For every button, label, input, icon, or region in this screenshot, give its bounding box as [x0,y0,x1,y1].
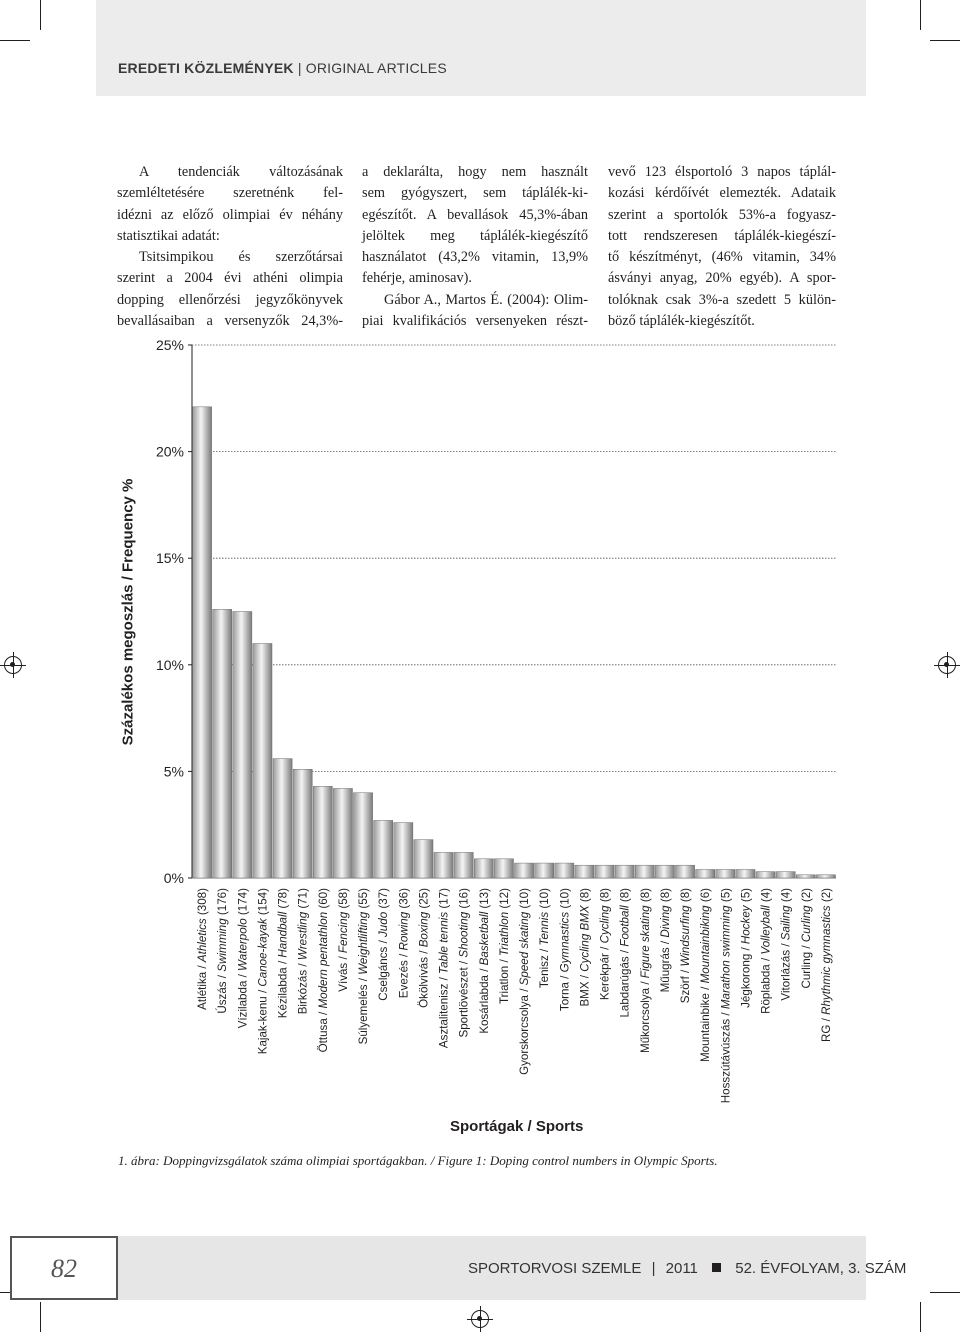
bar [535,863,554,878]
bar [575,865,594,878]
text-line: használatot (43,2% vitamin, 13,9% [362,249,588,266]
bar [655,865,674,878]
y-tick-label: 0% [163,870,184,886]
x-tick-label: Curling / Curling (2) [799,888,813,989]
bar [333,788,352,878]
text-line: sem gyógyszert, sem táplálék-ki- [362,185,588,202]
x-tick-label: Műugrás / Diving (8) [658,888,672,993]
bar [414,840,433,878]
x-tick-label: Vitorlázás / Sailing (4) [779,888,793,1001]
section-title-en: ORIGINAL ARTICLES [305,60,447,76]
figure-caption: 1. ábra: Doppingvizsgálatok száma olimpiai sportágakban. / Figure 1: Doping control numbers in Olympic Sports. [118,1153,718,1168]
x-tick-label: Röplabda / Volleyball (4) [759,888,773,1014]
text-line: dopping ellenőrzési jegyzőkönyvek [117,291,343,308]
text-line: Gábor A., Martos É. (2004): Olim- [384,291,588,308]
section-title-hu: EREDETI KÖZLEMÉNYEK [118,60,294,76]
bar [555,863,574,878]
y-tick-label: 5% [163,763,184,780]
text-line: ásványi anyag, 20% egyéb). A spor- [608,270,836,287]
chart-x-axis-title: Sportágak / Sports [450,1118,584,1135]
text-line: bevallásaiban a versenyzők 24,3%- [117,313,343,330]
text-line: statisztikai adatát: [117,227,220,244]
text-line: szemléltetésére szeretnénk fel- [117,185,343,202]
x-tick-label: Súlyemelés / Weightlifting (55) [357,888,371,1045]
x-tick-label: Kajak-kenu / Canoe-kayak (154) [256,888,270,1055]
bar [293,769,312,878]
journal-name: SPORTORVOSI SZEMLE [468,1260,642,1277]
bar [515,863,534,878]
text-line: idézni az előző olimpiai év néhány [117,206,343,223]
x-tick-label: Kosárlabda / Basketball (13) [477,888,491,1034]
x-tick-label: Sportlövészet / Shooting (16) [457,888,471,1038]
text-line: tő készítményt, (46% vitamin, 34% [608,249,836,266]
text-line: a deklarálta, hogy nem használt [362,164,588,180]
bar [313,786,332,878]
bar [776,872,795,878]
bar [233,612,252,879]
y-tick-label: 20% [155,443,184,460]
journal-volume: 52. ÉVFOLYAM, 3. SZÁM [735,1260,907,1277]
text-line: Tsitsimpikou és szerzőtársai [139,249,343,266]
bar [253,643,272,878]
x-tick-label: Szörf / Windsurfing (8) [679,888,693,1004]
x-tick-label: Gyorskorcsolya / Speed skating (10) [518,888,532,1075]
text-line: jelöltek meg táplálék-kiegészítő [362,227,588,244]
bar [615,865,634,878]
bar [273,759,292,878]
x-tick-label: Jégkorong / Hockey (5) [739,888,753,1008]
y-tick-label: 15% [155,550,184,567]
bar [635,865,654,878]
x-tick-label: Torna / Gymnastics (10) [558,888,572,1012]
bar [756,872,775,878]
bar [736,869,755,878]
bar [494,859,513,878]
x-tick-label: Mountainbike / Mountainbiking (6) [699,888,713,1063]
bar [193,407,212,878]
journal-info: SPORTORVOSI SZEMLE | 2011 52. ÉVFOLYAM, 3. SZÁM [468,1260,907,1277]
bar [716,869,735,878]
bar [676,865,695,878]
x-tick-label: Asztalitenisz / Table tennis (17) [437,888,451,1049]
text-line: piai kvalifikációs versenyeken részt- [362,313,588,330]
text-line: egészítőt. A bevallások 45,3%-ában [362,206,588,223]
chart-y-axis-title: Százalékos megoszlás / Frequency % [119,478,137,746]
bar [595,865,614,878]
bar [816,875,835,878]
x-tick-label: Labdarúgás / Football (8) [618,888,632,1018]
bar [434,852,453,878]
bar [796,875,815,878]
square-bullet-icon [712,1263,721,1272]
text-line: A tendenciák változásának [139,164,343,180]
bar [474,859,493,878]
text-line: böző táplálék-kiegészítőt. [608,313,755,330]
bar [394,823,413,878]
text-line: vevő 123 élsportoló 3 napos táplál- [608,164,836,180]
text-line: tott rendszeresen táplálék-kiegészí- [608,227,836,244]
x-tick-label: BMX / Cycling BMX (8) [578,888,592,1007]
text-line: szerint a sportolók 53%-a fogyasz- [608,206,836,223]
x-tick-label: Evezés / Rowing (36) [397,888,411,999]
bar [696,869,715,878]
bar [374,820,393,878]
x-tick-label: RG / Rhythmic gymnastics (2) [819,888,833,1042]
page-number-box [10,1236,118,1300]
x-tick-label: Műkorcsolya / Figure skating (8) [638,888,652,1053]
x-tick-label: Birkózás / Wrestling (71) [296,888,310,1015]
x-tick-label: Kézilabda / Handball (78) [276,888,290,1019]
bar [213,609,232,878]
x-tick-label: Kerékpár / Cycling (8) [598,888,612,1001]
bar [454,852,473,878]
x-tick-label: Úszás / Swimming (176) [216,888,230,1014]
y-tick-label: 25% [155,337,184,353]
x-tick-label: Hosszútávúszás / Marathon swimming (5) [719,888,733,1104]
x-tick-label: Öttusa / Modern pentathlon (60) [316,888,330,1053]
text-line: tolóknak csak 3%-a szedett 5 külön- [608,291,836,308]
text-line: fehérje, aminosav). [362,270,472,287]
x-tick-label: Cselgáncs / Judo (37) [377,888,391,1001]
x-tick-label: Vízilabda / Waterpolo (174) [236,888,250,1029]
x-tick-label: Triatlon / Triathlon (12) [497,888,511,1004]
text-line: szerint a 2004 évi athéni olimpia [117,270,343,287]
journal-year: 2011 [665,1260,698,1277]
x-tick-label: Atlétika / Athletics (308) [196,888,210,1010]
bar [354,793,373,878]
section-separator: | [297,60,302,76]
x-tick-label: Tenisz / Tennis (10) [538,888,552,989]
page-number: 82 [51,1254,77,1283]
x-tick-label: Ökölvívás / Boxing (25) [417,888,431,1008]
text-line: kozási kérdőívét elemezték. Adataik [608,185,836,202]
y-tick-label: 10% [155,656,184,673]
x-tick-label: Vívás / Fencing (58) [336,888,350,992]
